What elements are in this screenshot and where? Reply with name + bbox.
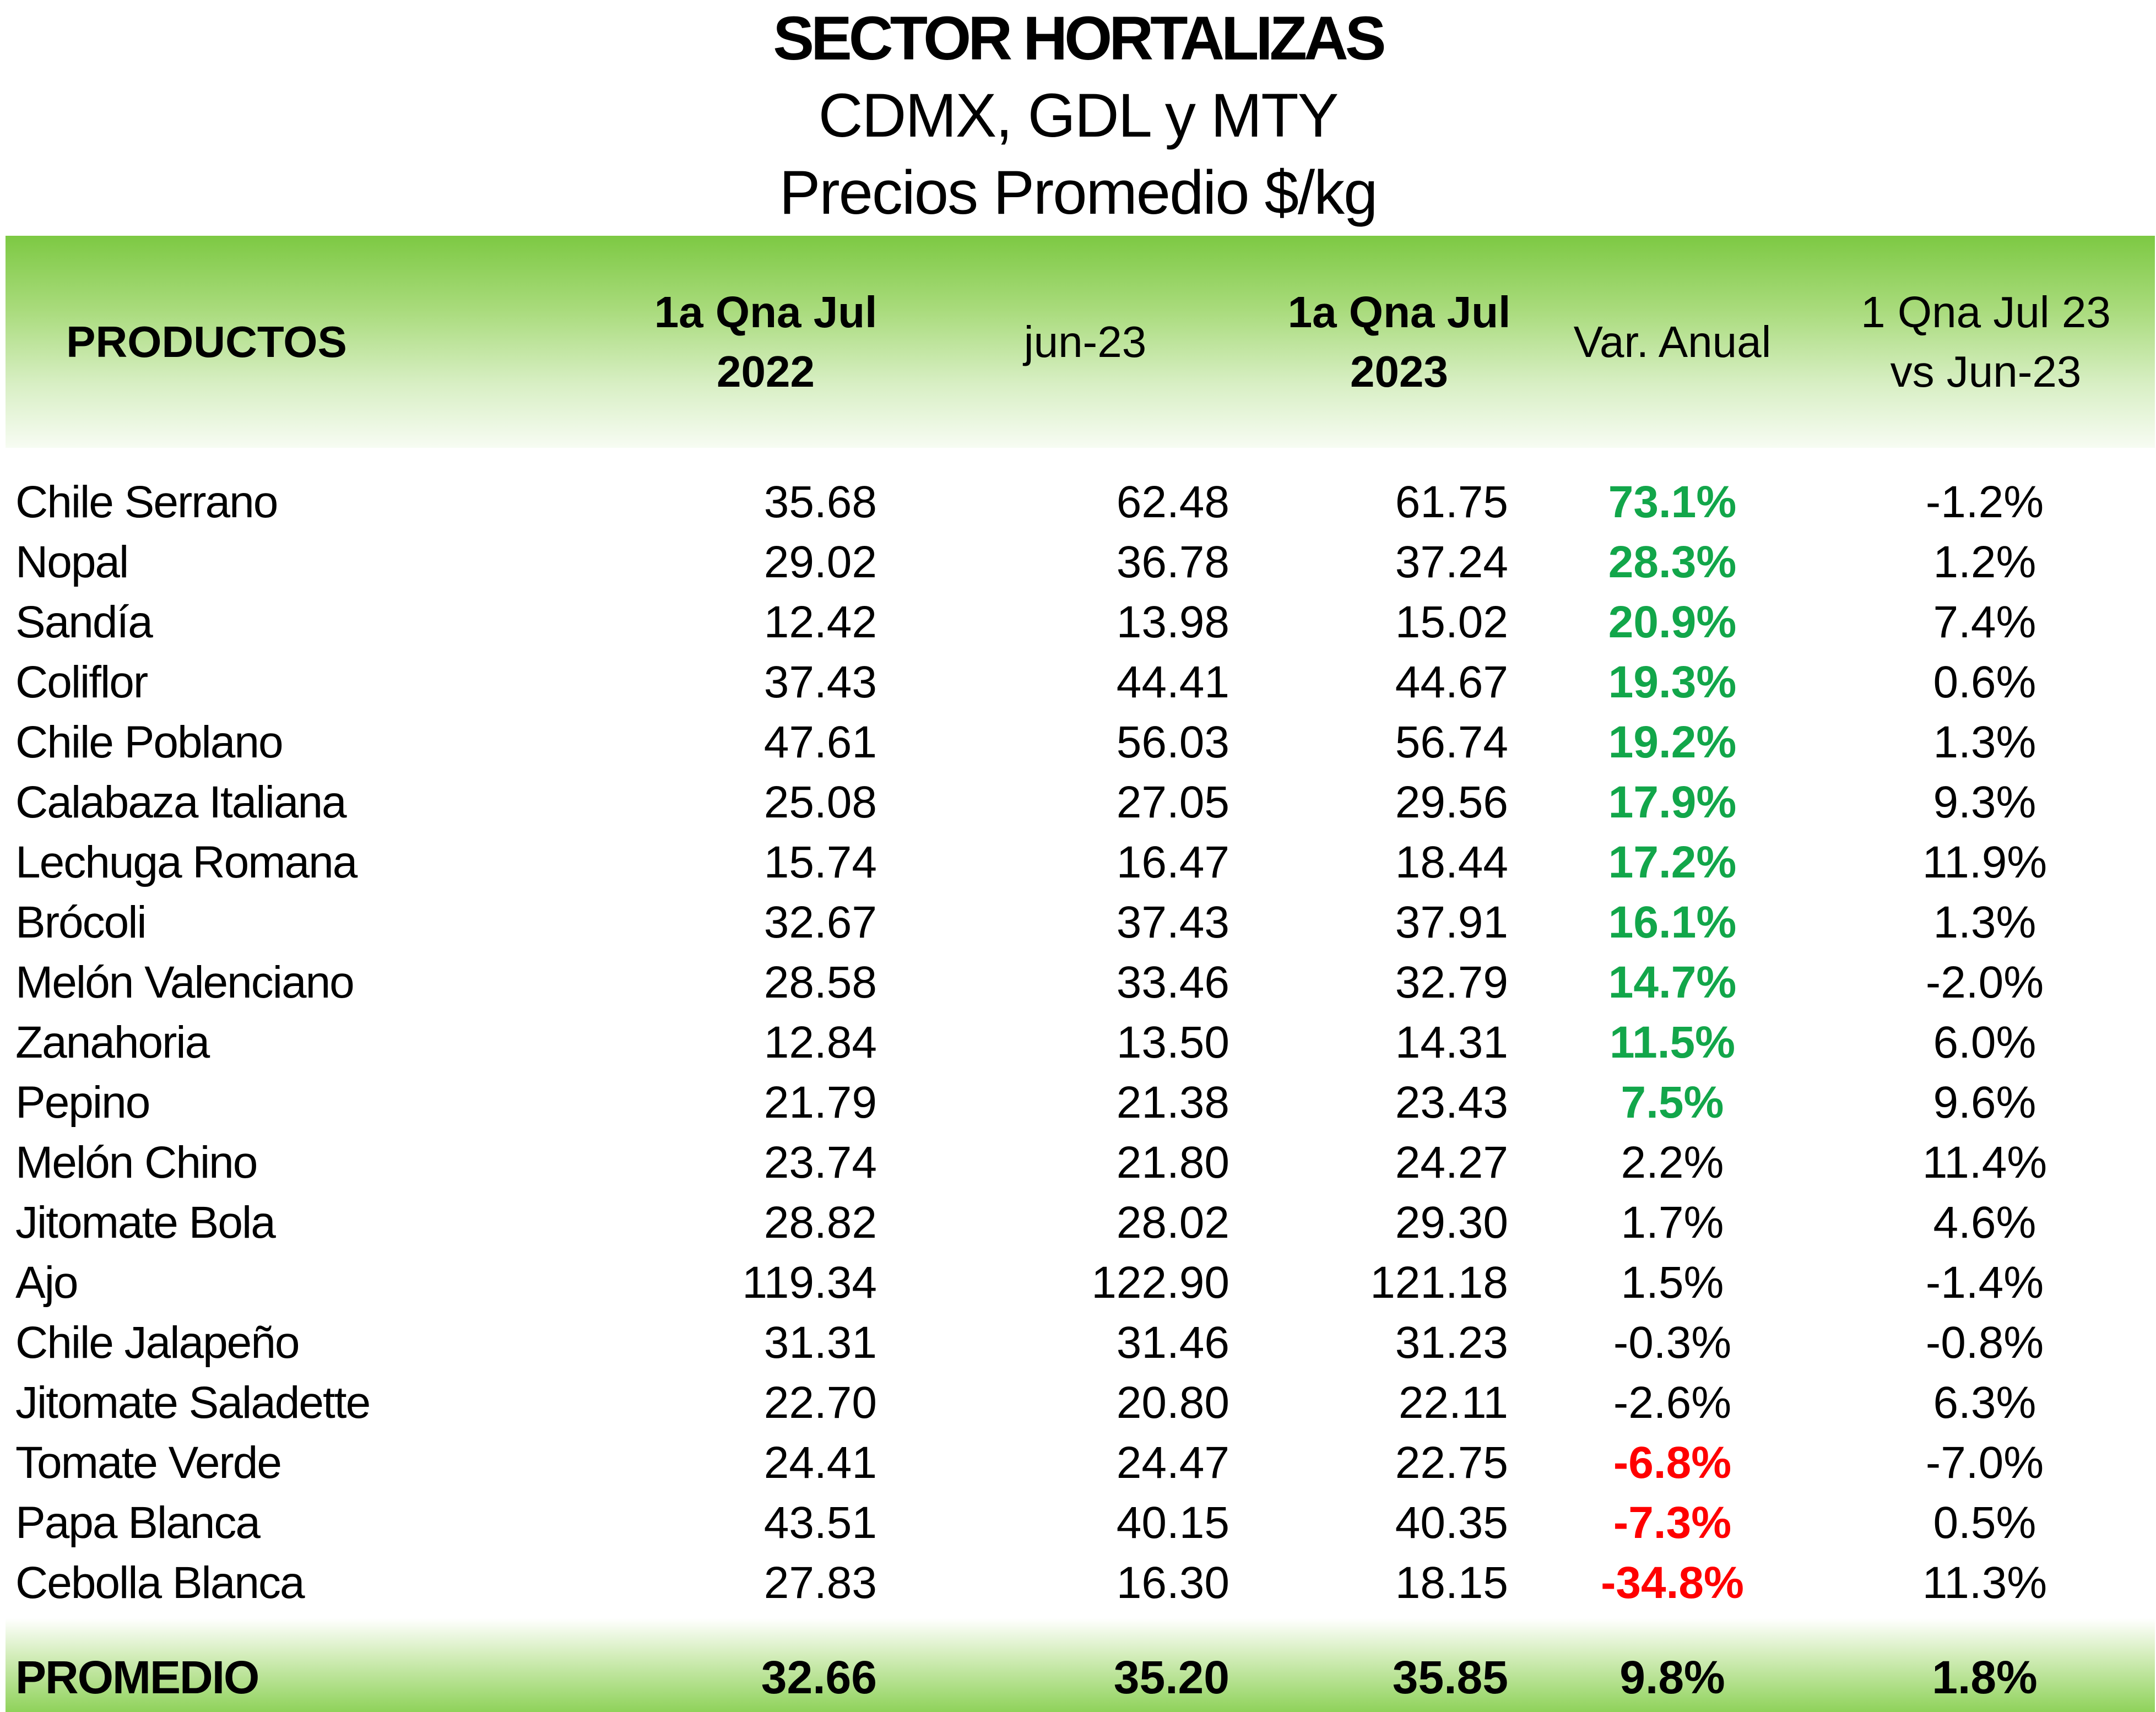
price-q2023: 121.18 — [1370, 1258, 1508, 1308]
table-row — [0, 592, 2156, 652]
price-jun23: 40.15 — [1116, 1498, 1229, 1548]
var-anual-value: 16.1% — [1608, 897, 1737, 947]
var-anual-value: 28.3% — [1608, 537, 1737, 587]
price-jun23: 13.98 — [1116, 597, 1229, 647]
var-anual-value: 1.7% — [1621, 1198, 1724, 1248]
price-jun23: 36.78 — [1116, 537, 1229, 587]
table-row — [0, 532, 2156, 592]
product-name: Brócoli — [15, 897, 146, 947]
price-jun23: 24.47 — [1116, 1438, 1229, 1488]
price-q2023: 61.75 — [1395, 477, 1508, 527]
price-q2022: 35.68 — [763, 477, 877, 527]
header-q2023-line1: 1a Qna Jul — [1287, 287, 1511, 337]
price-q2022: 28.82 — [763, 1198, 877, 1248]
var-anual-value: 17.9% — [1608, 777, 1737, 827]
price-q2022: 23.74 — [763, 1137, 877, 1188]
price-q2022: 27.83 — [763, 1558, 877, 1608]
header-vs-jun-line1: 1 Qna Jul 23 — [1861, 287, 2111, 337]
table-row — [0, 1433, 2156, 1493]
price-q2022: 119.34 — [742, 1258, 877, 1308]
header-products — [66, 236, 347, 448]
price-q2023: 14.31 — [1395, 1017, 1508, 1068]
var-anual-value: 7.5% — [1621, 1077, 1724, 1128]
table-row — [0, 1493, 2156, 1553]
product-name: Chile Jalapeño — [15, 1318, 299, 1368]
price-q2023: 31.23 — [1395, 1318, 1508, 1368]
var-vs-jun-value: 0.6% — [1933, 657, 2036, 707]
price-q2022: 25.08 — [763, 777, 877, 827]
var-anual-value: 73.1% — [1608, 477, 1737, 527]
header-var-anual-label: Var. Anual — [1573, 317, 1772, 366]
var-anual-value: -7.3% — [1613, 1498, 1732, 1548]
var-vs-jun-value: 11.9% — [1922, 837, 2047, 887]
price-q2023: 23.43 — [1395, 1077, 1508, 1128]
price-q2023: 18.15 — [1395, 1558, 1508, 1608]
price-q2023: 29.56 — [1395, 777, 1508, 827]
product-name: Nopal — [15, 537, 128, 587]
table-row — [0, 712, 2156, 772]
var-anual-value: -2.6% — [1613, 1378, 1732, 1428]
price-q2022: 15.74 — [763, 837, 877, 887]
table-row — [0, 1553, 2156, 1613]
var-vs-jun-value: 0.5% — [1933, 1498, 2036, 1548]
product-name: Pepino — [15, 1077, 150, 1128]
table-body — [0, 472, 2156, 1613]
price-q2023: 32.79 — [1395, 957, 1508, 1007]
header-q2022-line2: 2022 — [717, 346, 815, 396]
price-q2023: 44.67 — [1395, 657, 1508, 707]
product-name: Papa Blanca — [15, 1498, 260, 1548]
price-jun23: 62.48 — [1116, 477, 1229, 527]
table-row — [0, 832, 2156, 892]
header-q2022 — [622, 236, 909, 448]
var-vs-jun-value: -2.0% — [1925, 957, 2044, 1007]
var-anual-value: -34.8% — [1601, 1558, 1744, 1608]
average-var-anual-value: 9.8% — [1619, 1651, 1725, 1703]
table-row — [0, 1193, 2156, 1253]
header-q2023 — [1256, 236, 1542, 448]
product-name: Calabaza Italiana — [15, 777, 346, 827]
average-row — [0, 1647, 2156, 1708]
table-row — [0, 472, 2156, 532]
price-jun23: 21.80 — [1116, 1137, 1229, 1188]
table-row — [0, 892, 2156, 952]
header-var-anual — [1540, 236, 1805, 448]
report-subtitle-prices: Precios Promedio $/kg — [779, 158, 1377, 227]
price-q2022: 22.70 — [763, 1378, 877, 1428]
product-name: Ajo — [15, 1258, 78, 1308]
var-vs-jun-value: 6.3% — [1933, 1378, 2036, 1428]
var-vs-jun-value: -7.0% — [1925, 1438, 2044, 1488]
var-vs-jun-value: 6.0% — [1933, 1017, 2036, 1068]
var-anual-value: 2.2% — [1621, 1137, 1724, 1188]
table-row — [0, 1373, 2156, 1433]
price-jun23: 16.30 — [1116, 1558, 1229, 1608]
price-q2023: 37.24 — [1395, 537, 1508, 587]
price-q2022: 47.61 — [763, 717, 877, 767]
price-q2023: 40.35 — [1395, 1498, 1508, 1548]
var-anual-value: 14.7% — [1608, 957, 1737, 1007]
price-q2022: 21.79 — [763, 1077, 877, 1128]
header-products-label: PRODUCTOS — [66, 317, 347, 366]
price-jun23: 16.47 — [1116, 837, 1229, 887]
var-anual-value: 11.5% — [1610, 1017, 1735, 1068]
price-jun23: 27.05 — [1116, 777, 1229, 827]
product-name: Cebolla Blanca — [15, 1558, 304, 1608]
header-q2023-line2: 2023 — [1350, 346, 1448, 396]
header-q2022-line1: 1a Qna Jul — [654, 287, 877, 337]
average-vs-jun-value: 1.8% — [1932, 1651, 2038, 1703]
price-jun23: 33.46 — [1116, 957, 1229, 1007]
average-q2023: 35.85 — [1392, 1651, 1508, 1703]
price-q2023: 15.02 — [1395, 597, 1508, 647]
price-jun23: 56.03 — [1116, 717, 1229, 767]
product-name: Tomate Verde — [15, 1438, 281, 1488]
product-name: Melón Valenciano — [15, 957, 354, 1007]
product-name: Chile Poblano — [15, 717, 283, 767]
price-q2022: 28.58 — [763, 957, 877, 1007]
var-anual-value: -6.8% — [1613, 1438, 1732, 1488]
price-q2022: 24.41 — [763, 1438, 877, 1488]
header-vs-jun-line2: vs Jun-23 — [1890, 346, 2082, 396]
product-name: Chile Serrano — [15, 477, 278, 527]
var-vs-jun-value: -1.2% — [1925, 477, 2044, 527]
price-jun23: 44.41 — [1116, 657, 1229, 707]
table-row — [0, 1253, 2156, 1313]
price-q2023: 29.30 — [1395, 1198, 1508, 1248]
var-anual-value: 1.5% — [1621, 1258, 1724, 1308]
table-row — [0, 1012, 2156, 1072]
var-vs-jun-value: 9.6% — [1933, 1077, 2036, 1128]
price-jun23: 28.02 — [1116, 1198, 1229, 1248]
product-name: Lechuga Romana — [15, 837, 357, 887]
product-name: Sandía — [15, 597, 152, 647]
price-q2023: 18.44 — [1395, 837, 1508, 887]
price-q2022: 12.42 — [763, 597, 877, 647]
var-vs-jun-value: 11.3% — [1922, 1558, 2047, 1608]
var-vs-jun-value: 4.6% — [1933, 1198, 2036, 1248]
var-vs-jun-value: 9.3% — [1933, 777, 2036, 827]
price-jun23: 21.38 — [1116, 1077, 1229, 1128]
price-q2022: 32.67 — [763, 897, 877, 947]
price-jun23: 37.43 — [1116, 897, 1229, 947]
table-header — [6, 236, 2155, 448]
price-q2023: 56.74 — [1395, 717, 1508, 767]
price-q2022: 31.31 — [763, 1318, 877, 1368]
price-jun23: 20.80 — [1116, 1378, 1229, 1428]
var-vs-jun-value: -1.4% — [1925, 1258, 2044, 1308]
product-name: Zanahoria — [15, 1017, 209, 1068]
report-subtitle-cities: CDMX, GDL y MTY — [818, 81, 1338, 150]
product-name: Melón Chino — [15, 1137, 257, 1188]
average-label: PROMEDIO — [15, 1651, 259, 1703]
var-anual-value: 19.3% — [1608, 657, 1737, 707]
var-vs-jun-value: 7.4% — [1933, 597, 2036, 647]
table-row — [0, 772, 2156, 832]
var-vs-jun-value: -0.8% — [1925, 1318, 2044, 1368]
price-q2023: 22.75 — [1395, 1438, 1508, 1488]
var-vs-jun-value: 11.4% — [1922, 1137, 2047, 1188]
table-row — [0, 1313, 2156, 1373]
price-jun23: 13.50 — [1116, 1017, 1229, 1068]
product-name: Jitomate Saladette — [15, 1378, 370, 1428]
product-name: Jitomate Bola — [15, 1198, 275, 1248]
table-row — [0, 652, 2156, 712]
report-title: SECTOR HORTALIZAS — [773, 4, 1383, 73]
price-q2023: 37.91 — [1395, 897, 1508, 947]
table-row — [0, 1072, 2156, 1133]
header-jun23-label: jun-23 — [1023, 317, 1147, 366]
price-q2022: 29.02 — [763, 537, 877, 587]
var-vs-jun-value: 1.2% — [1933, 537, 2036, 587]
var-anual-value: -0.3% — [1613, 1318, 1732, 1368]
title-block — [0, 0, 2156, 231]
table-row — [0, 1133, 2156, 1193]
average-q2022: 32.66 — [761, 1651, 877, 1703]
average-jun23: 35.20 — [1113, 1651, 1229, 1703]
product-name: Coliflor — [15, 657, 148, 707]
price-q2022: 12.84 — [763, 1017, 877, 1068]
var-vs-jun-value: 1.3% — [1933, 897, 2036, 947]
price-jun23: 31.46 — [1116, 1318, 1229, 1368]
price-q2023: 24.27 — [1395, 1137, 1508, 1188]
var-anual-value: 17.2% — [1608, 837, 1737, 887]
table-row — [0, 952, 2156, 1012]
header-jun23 — [975, 236, 1195, 448]
price-q2022: 37.43 — [763, 657, 877, 707]
header-vs-jun — [1823, 236, 2148, 448]
var-vs-jun-value: 1.3% — [1933, 717, 2036, 767]
price-q2022: 43.51 — [763, 1498, 877, 1548]
price-q2023: 22.11 — [1398, 1378, 1508, 1428]
var-anual-value: 20.9% — [1608, 597, 1737, 647]
price-jun23: 122.90 — [1091, 1258, 1229, 1308]
var-anual-value: 19.2% — [1608, 717, 1737, 767]
